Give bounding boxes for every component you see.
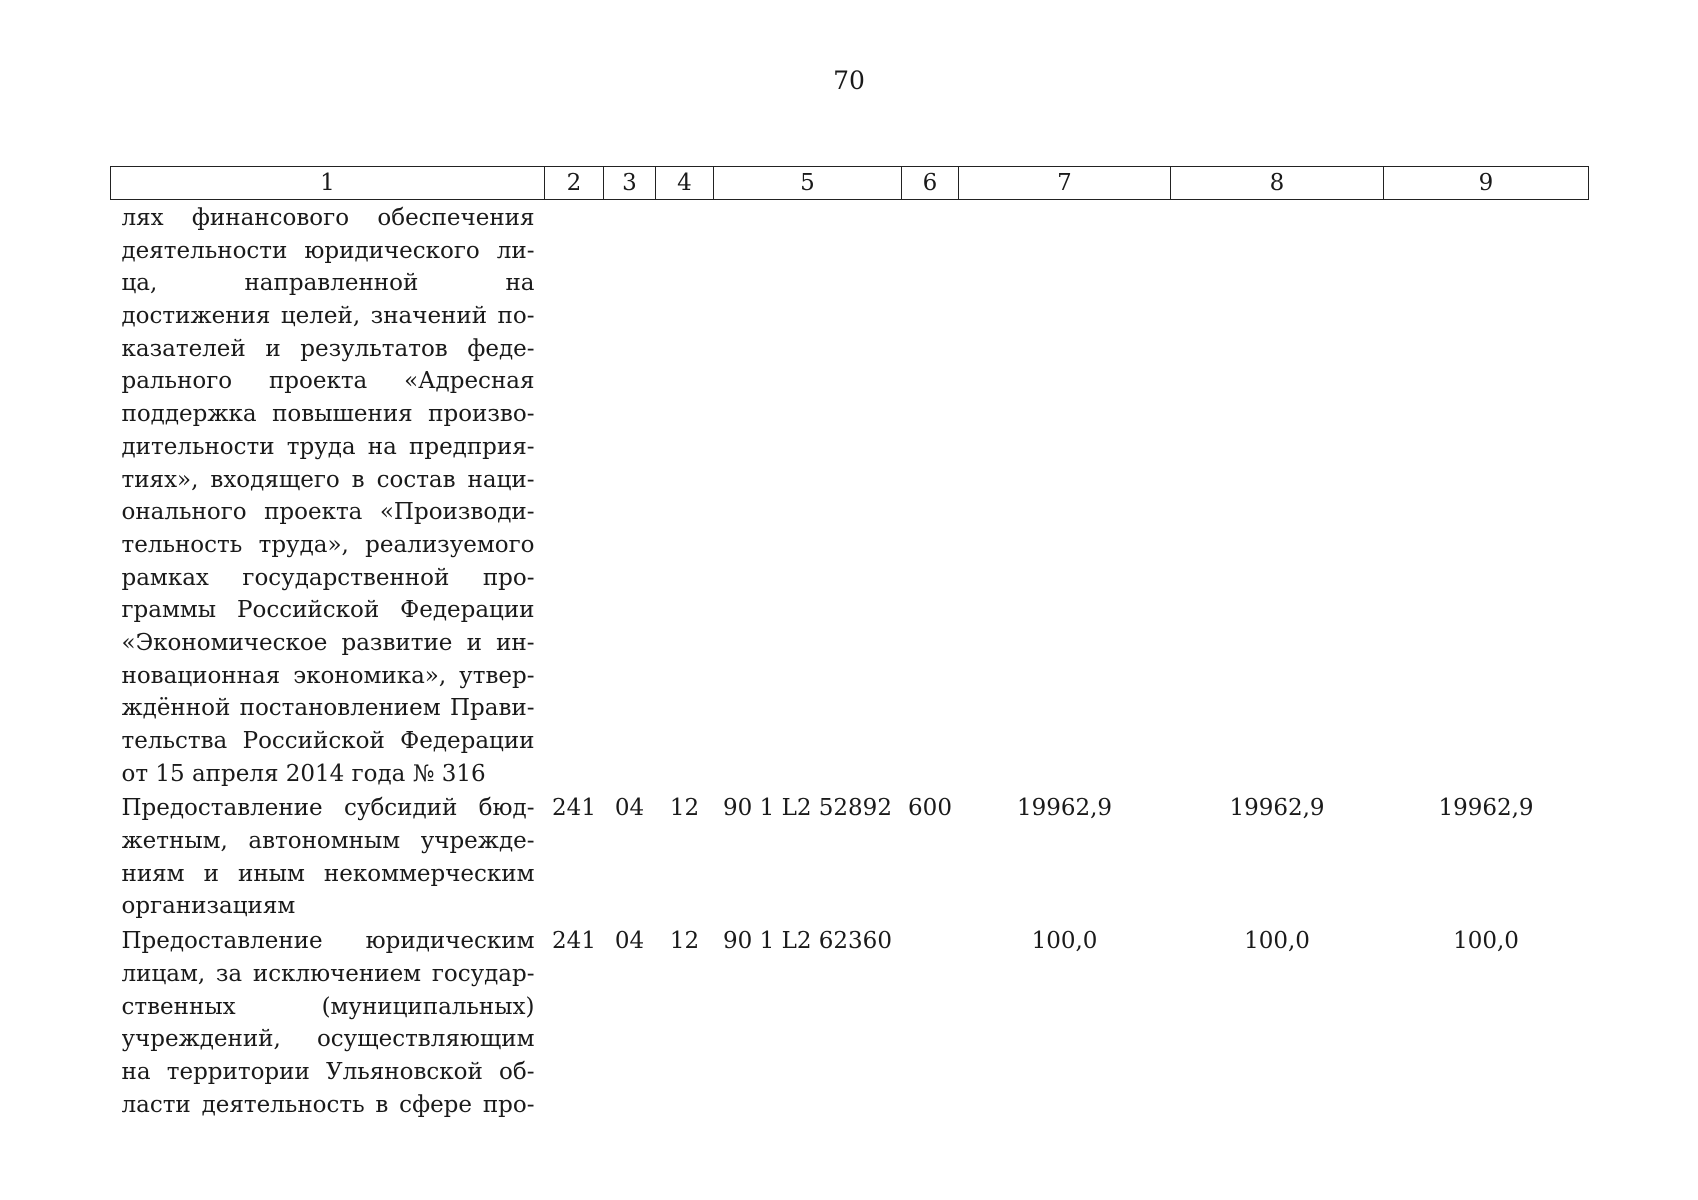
cell-col-6: 600 [908, 795, 952, 822]
cell-col-4: 12 [669, 928, 700, 955]
cell-col-7 [959, 200, 1171, 791]
cell-col-6 [902, 200, 959, 791]
description-line: Предоставление юридическим [121, 928, 535, 955]
cell-col-7: 19962,9 [1016, 795, 1113, 822]
col-header-4: 4 [656, 167, 714, 200]
description-line: тиях», входящего в состав наци- [121, 466, 535, 493]
description-line: ласти деятельность в сфере про- [121, 1091, 535, 1118]
description-line: онального проекта «Производи- [121, 499, 535, 526]
row-description [111, 923, 545, 1121]
cell-col-5: 90 1 L2 52892 [723, 795, 892, 822]
description-line: ниям и иным некоммерческим [121, 860, 535, 887]
col-header-5: 5 [714, 167, 902, 200]
table-row [111, 790, 1589, 923]
cell-col-3: 04 [614, 928, 645, 955]
cell-col-8: 100,0 [1244, 928, 1310, 955]
description-line: на территории Ульяновской об- [121, 1058, 535, 1085]
cell-col-6 [902, 923, 959, 1121]
description-line: лях финансового обеспечения [121, 205, 535, 231]
description-line: тельность труда», реализуемого [121, 531, 535, 558]
cell-col-5 [714, 200, 902, 791]
description-line: ца, направленной на [121, 270, 535, 297]
cell-col-4: 12 [669, 795, 700, 822]
cell-col-9: 19962,9 [1438, 795, 1534, 822]
description-line: «Экономическое развитие и ин- [121, 629, 535, 656]
cell-col-2: 241 [552, 928, 596, 955]
header-row [111, 167, 1589, 200]
cell-col-2 [545, 200, 604, 791]
description-line: жетным, автономным учрежде- [121, 828, 535, 855]
description-line: учреждений, осуществляющим [121, 1026, 535, 1053]
description-line: тельства Российской Федерации [121, 728, 535, 754]
description-line: казателей и результатов феде- [121, 335, 535, 362]
col-header-1: 1 [111, 167, 545, 200]
cell-col-3: 04 [614, 795, 645, 822]
description-line: граммы Российской Федерации [121, 597, 535, 624]
col-header-2: 2 [545, 167, 604, 200]
description-line: поддержка повышения произво- [121, 401, 535, 428]
description-line: рального проекта «Адресная [121, 368, 535, 395]
table-row [111, 200, 1589, 791]
row-description [111, 790, 545, 923]
cell-col-4 [656, 200, 714, 791]
description-line: достижения целей, значений по- [121, 303, 535, 330]
col-header-6: 6 [902, 167, 959, 200]
col-header-3: 3 [604, 167, 656, 200]
description-line: ждённой постановлением Прави- [121, 695, 535, 722]
description-line: деятельности юридического ли- [121, 237, 535, 264]
cell-col-9: 100,0 [1453, 928, 1519, 955]
budget-table [110, 166, 1589, 1121]
description-line: новационная экономика», утвер- [121, 662, 535, 689]
col-header-9: 9 [1384, 167, 1589, 200]
description-line: Предоставление субсидий бюд- [121, 795, 535, 822]
row-description [111, 200, 545, 791]
cell-col-7: 100,0 [1031, 928, 1098, 955]
page-number: 70 [833, 66, 865, 95]
cell-col-8 [1171, 200, 1384, 791]
col-header-7: 7 [959, 167, 1171, 200]
description-line: организациям [121, 893, 296, 920]
cell-col-8: 19962,9 [1229, 795, 1325, 822]
cell-col-3 [604, 200, 656, 791]
description-line: рамках государственной про- [121, 564, 535, 591]
description-line: дительности труда на предприя- [121, 433, 535, 460]
description-line: лицам, за исключением государ- [121, 960, 535, 987]
cell-col-5: 90 1 L2 62360 [723, 928, 892, 955]
col-header-8: 8 [1171, 167, 1384, 200]
description-line: ственных (муниципальных) [121, 993, 535, 1020]
cell-col-9 [1384, 200, 1589, 791]
table-row [111, 923, 1589, 1121]
description-line: от 15 апреля 2014 года № 316 [121, 760, 486, 787]
cell-col-2: 241 [552, 795, 596, 822]
